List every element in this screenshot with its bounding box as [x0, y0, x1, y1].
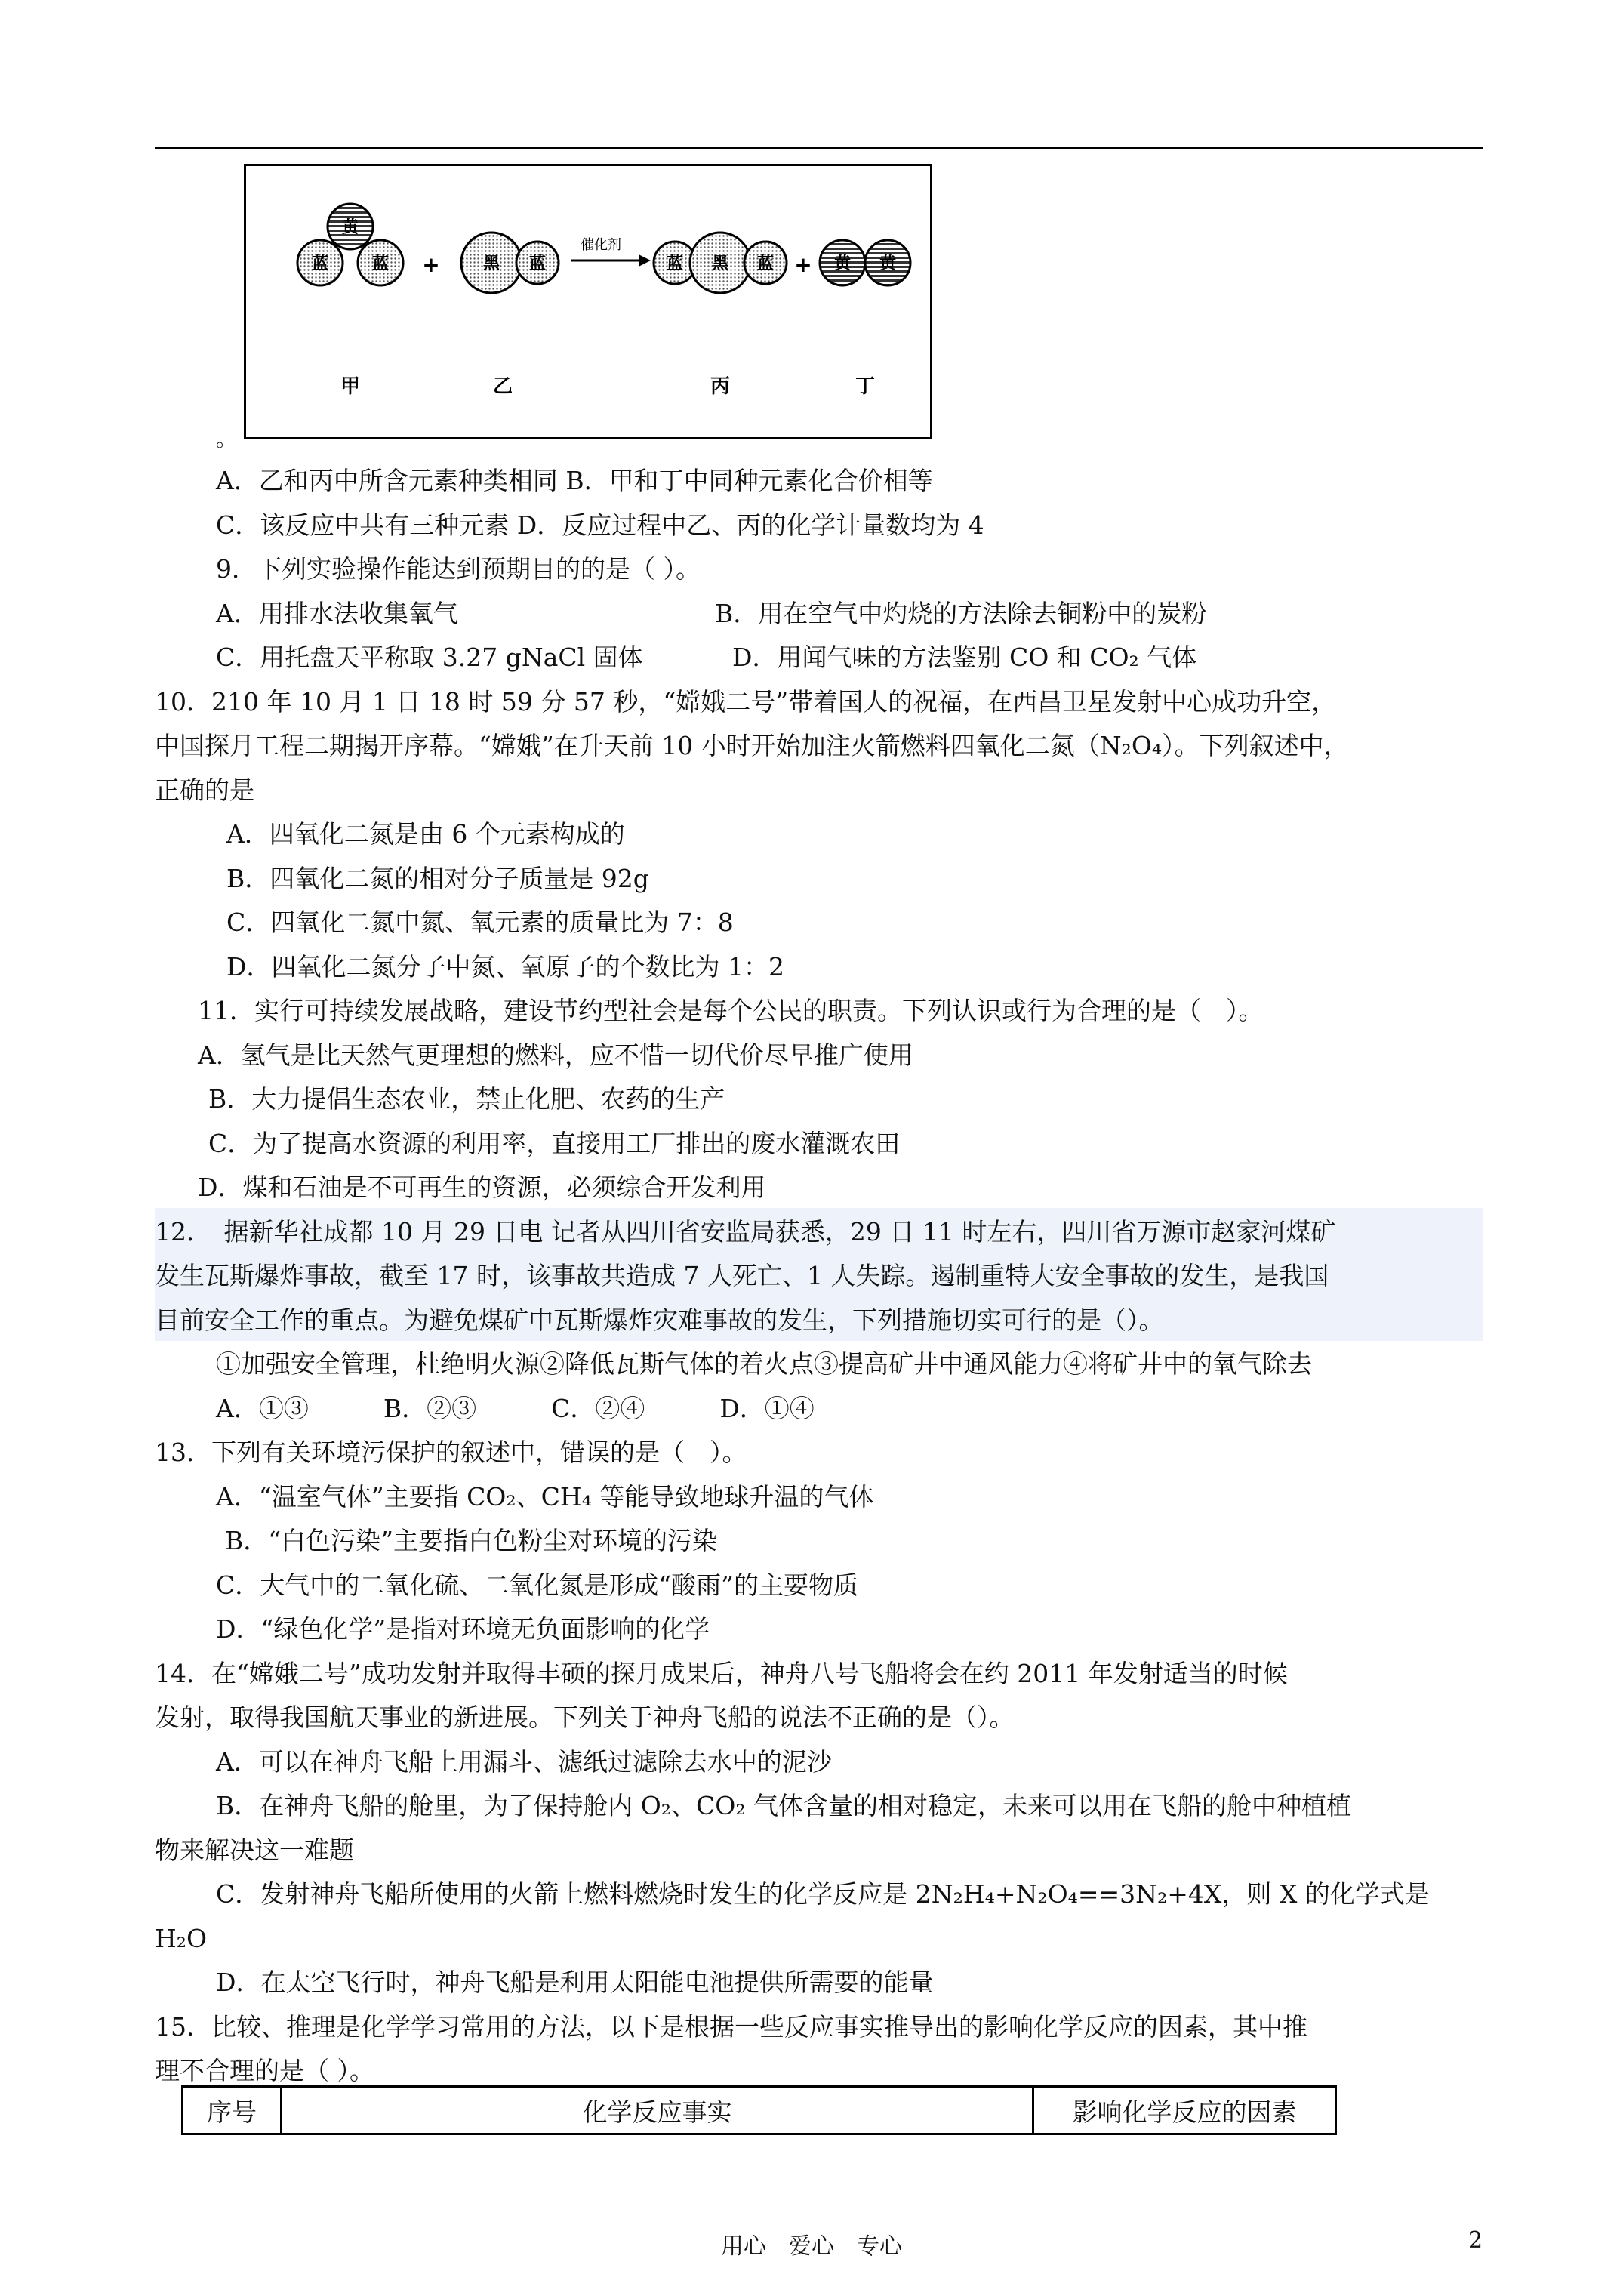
atom-yellow-label: 黄: [879, 254, 897, 273]
q14-option-c-1: C．发射神舟飞船所使用的火箭上燃料燃烧时发生的化学反应是 2N₂H₄+N₂O₄==3N₂+4X，则 X 的化学式是: [216, 1879, 1430, 1909]
label-jia: 甲: [340, 375, 361, 398]
plus-sign: +: [794, 252, 812, 277]
q11-option-b: B．大力提倡生态农业，禁止化肥、农药的生产: [208, 1084, 725, 1114]
q13-option-d: D．“绿色化学”是指对环境无负面影响的化学: [216, 1614, 710, 1644]
q10-option-a: A．四氧化二氮是由 6 个元素构成的: [226, 819, 625, 849]
q9-option-b: B．用在空气中灼烧的方法除去铜粉中的炭粉: [715, 599, 1207, 628]
plus-sign: +: [422, 252, 440, 277]
q11-option-c: C．为了提高水资源的利用率，直接用工厂排出的废水灌溉农田: [208, 1129, 901, 1158]
q13-option-a: A．“温室气体”主要指 CO₂、CH₄ 等能导致地球升温的气体: [216, 1482, 874, 1512]
table-header-cell: 化学反应事实: [282, 2087, 1033, 2134]
q10-stem-2: 中国探月工程二期揭开序幕。“嫦娥”在升天前 10 小时开始加注火箭燃料四氧化二氮（N₂O₄）。下列叙述中，: [155, 731, 1349, 760]
q12-stem-3: 目前安全工作的重点。为避免煤矿中瓦斯爆炸灾难事故的发生，下列措施切实可行的是（）。: [155, 1305, 1164, 1335]
q11-option-d: D．煤和石油是不可再生的资源，必须综合开发利用: [198, 1173, 766, 1202]
q9-stem: 9．下列实验操作能达到预期目的的是（ ）。: [216, 554, 701, 584]
arrow-head-icon: [639, 254, 651, 267]
molecule-bing: [654, 233, 787, 293]
q9-option-d: D．用闻气味的方法鉴别 CO 和 CO₂ 气体: [732, 643, 1197, 672]
atom-blue-label: 蓝: [311, 254, 329, 273]
q13-option-c: C．大气中的二氧化硫、二氧化氮是形成“酸雨”的主要物质: [216, 1570, 858, 1600]
q15-stem-2: 理不合理的是（ ）。: [155, 2056, 374, 2085]
q14-option-c-2: H₂O: [155, 1924, 208, 1953]
q11-option-a: A．氢气是比天然气更理想的燃料，应不惜一切代价尽早推广使用: [198, 1040, 913, 1070]
molecule-jia: [297, 204, 403, 285]
diagram-tail-dot: 。: [216, 427, 238, 451]
q12-stem-1: 12． 据新华社成都 10 月 29 日电 记者从四川省安监局获悉，29 日 11 时左右，四川省万源市赵家河煤矿: [155, 1217, 1336, 1247]
molecule-yi: [461, 233, 559, 293]
catalyst-label: 催化剂: [581, 237, 621, 253]
q14-option-a: A．可以在神舟飞船上用漏斗、滤纸过滤除去水中的泥沙: [216, 1747, 832, 1777]
atom-yellow-label: 黄: [341, 218, 359, 237]
page-footer: 用心 爱心 专心: [721, 2233, 902, 2260]
header-rule: [155, 147, 1483, 149]
label-ding: 丁: [855, 375, 876, 398]
reaction-diagram-svg: [246, 166, 930, 437]
atom-blue-label: 蓝: [528, 254, 547, 273]
q10-stem-1: 10．210 年 10 月 1 日 18 时 59 分 57 秒，“嫦娥二号”带着国人的祝福，在西昌卫星发射中心成功升空，: [155, 687, 1337, 717]
atom-blue-label: 蓝: [666, 254, 684, 273]
q14-stem-2: 发射，取得我国航天事业的新进展。下列关于神舟飞船的说法不正确的是（）。: [155, 1703, 1015, 1732]
q9-option-a: A．用排水法收集氧气: [216, 599, 458, 628]
label-yi: 乙: [492, 375, 513, 398]
q14-option-d: D．在太空飞行时，神舟飞船是利用太阳能电池提供所需要的能量: [216, 1968, 934, 1997]
page-number: 2: [1468, 2227, 1483, 2254]
molecule-ding: [820, 240, 910, 285]
q14-option-b-2: 物来解决这一难题: [155, 1835, 354, 1865]
atom-black-label: 黑: [482, 254, 500, 273]
label-bing: 丙: [710, 375, 731, 398]
q9-option-c: C．用托盘天平称取 3.27 gNaCl 固体: [216, 643, 643, 672]
atom-blue-label: 蓝: [756, 254, 775, 273]
q15-table: [181, 2085, 1337, 2135]
table-header-row: [183, 2087, 1336, 2134]
q10-option-d: D．四氧化二氮分子中氮、氧原子的个数比为 1：2: [226, 952, 784, 982]
q11-stem: 11．实行可持续发展战略，建设节约型社会是每个公民的职责。下列认识或行为合理的是（ ）。: [198, 996, 1264, 1025]
atom-blue-label: 蓝: [371, 254, 390, 273]
atom-yellow-label: 黄: [833, 254, 852, 273]
q15-stem-1: 15．比较、推理是化学学习常用的方法，以下是根据一些反应事实推导出的影响化学反应的因素，其中推: [155, 2012, 1307, 2042]
table-header-cell: 序号: [183, 2087, 282, 2134]
reaction-diagram: [244, 164, 932, 439]
q12-measures: ①加强安全管理，杜绝明火源②降低瓦斯气体的着火点③提高矿井中通风能力④将矿井中的氧气除去: [216, 1349, 1312, 1379]
atom-black-label: 黑: [711, 254, 729, 273]
q10-stem-3: 正确的是: [155, 775, 254, 805]
q10-option-b: B．四氧化二氮的相对分子质量是 92g: [226, 864, 649, 893]
q13-stem: 13．下列有关环境污保护的叙述中，错误的是（ ）。: [155, 1438, 747, 1467]
q10-option-c: C．四氧化二氮中氮、氧元素的质量比为 7：8: [226, 908, 734, 937]
q8-option-ab: A．乙和丙中所含元素种类相同 B．甲和丁中同种元素化合价相等: [216, 466, 933, 495]
q14-option-b-1: B．在神舟飞船的舱里，为了保持舱内 O₂、CO₂ 气体含量的相对稳定，未来可以用在飞船的舱中种植植: [216, 1791, 1352, 1820]
q13-option-b: B．“白色污染”主要指白色粉尘对环境的污染: [225, 1526, 717, 1555]
q8-option-cd: C．该反应中共有三种元素 D．反应过程中乙、丙的化学计量数均为 4: [216, 510, 984, 540]
q12-stem-2: 发生瓦斯爆炸事故，截至 17 时，该事故共造成 7 人死亡、1 人失踪。遏制重特大安全事故的发生，是我国: [155, 1261, 1329, 1290]
q12-options: A．①③ B．②③ C．②④ D．①④: [216, 1394, 815, 1423]
q14-stem-1: 14．在“嫦娥二号”成功发射并取得丰硕的探月成果后，神舟八号飞船将会在约 2011 年发射适当的时候: [155, 1659, 1288, 1688]
table-header-cell: 影响化学反应的因素: [1033, 2087, 1336, 2134]
